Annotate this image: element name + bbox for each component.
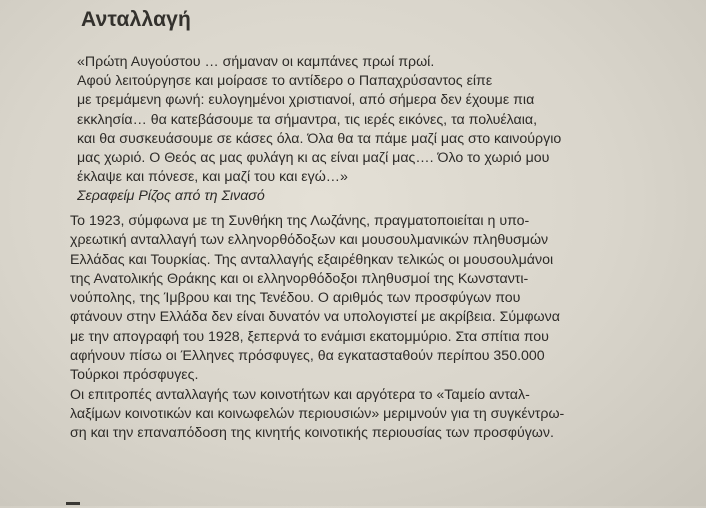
body-line: λαξίμων κοινοτικών και κοινωφελών περιουσιών» μεριμνούν για τη συγκέντρω- [70,405,565,422]
quote-line: «Πρώτη Αυγούστου … σήμαναν οι καμπάνες πρωί πρωί. [77,54,435,70]
body-line: Ελλάδας και Τουρκίας. Της ανταλλαγής εξαιρέθηκαν τελικώς οι μουσουλμάνοι [70,251,554,268]
quote-line: με τρεμάμενη φωνή: ευλογημένοι χριστιανοί, από σήμερα δεν έχουμε πια [77,92,535,109]
quote-attribution: Σεραφείμ Ρίζος από τη Σινασό [77,188,265,205]
body-line: αφήνουν πίσω οι Έλληνες πρόσφυγες, θα εγκατασταθούν περίπου 350.000 [70,348,545,365]
body-line: Οι επιτροπές ανταλλαγής των κοινοτήτων και αργότερα το «Ταμείο ανταλ- [70,386,530,403]
body-line: της Ανατολικής Θράκης και οι ελληνορθόδοξοι πληθυσμοί της Κωνσταντι- [70,270,529,287]
quote-block [77,53,677,207]
body-line: με την απογραφή του 1928, ξεπερνά το ενάμισι εκατομμύριο. Στα σπίτια που [70,328,549,345]
quote-line: και θα συσκευάσουμε σε κάσες όλα. Όλα θα τα πάμε μαζί μας στο καινούργιο [77,130,562,147]
quote-line: εκκλησία… θα κατεβάσουμε τα σήμαντρα, τις ιερές εικόνες, τα πολυέλαια, [77,111,538,128]
cropped-text-fragment [64,496,86,508]
body-line: χρεωτική ανταλλαγή των ελληνορθόδοξων και μουσουλμανικών πληθυσμών [70,232,549,249]
body-line: Τούρκοι πρόσφυγες. [70,367,199,384]
panel-title: Ανταλλαγή [81,8,192,31]
quote-line: μας χωριό. Ο Θεός ας μας φυλάγη κι ας είναι μαζί μας…. Όλο το χωριό μου [77,150,550,167]
body-line: ση και την επαναπόδοση της κινητής κοινοτικής περιουσίας των προσφύγων. [70,425,554,442]
body-line: Το 1923, σύμφωνα με τη Συνθήκη της Λωζάνης, πραγματοποιείται η υπο- [70,213,530,229]
quote-line: έκλαψε και πόνεσε, και μαζί του και εγώ…» [77,169,348,186]
body-line: νούπολης, της Ίμβρου και της Τενέδου. Ο αριθμός των προσφύγων που [70,290,521,307]
body-paragraphs [70,212,670,444]
body-line: φτάνουν στην Ελλάδα δεν είναι δυνατόν να υπολογιστεί με ακρίβεια. Σύμφωνα [70,309,560,326]
quote-line: Αφού λειτούργησε και μοίρασε το αντίδερο ο Παπαχρύσαντος είπε [77,73,493,90]
